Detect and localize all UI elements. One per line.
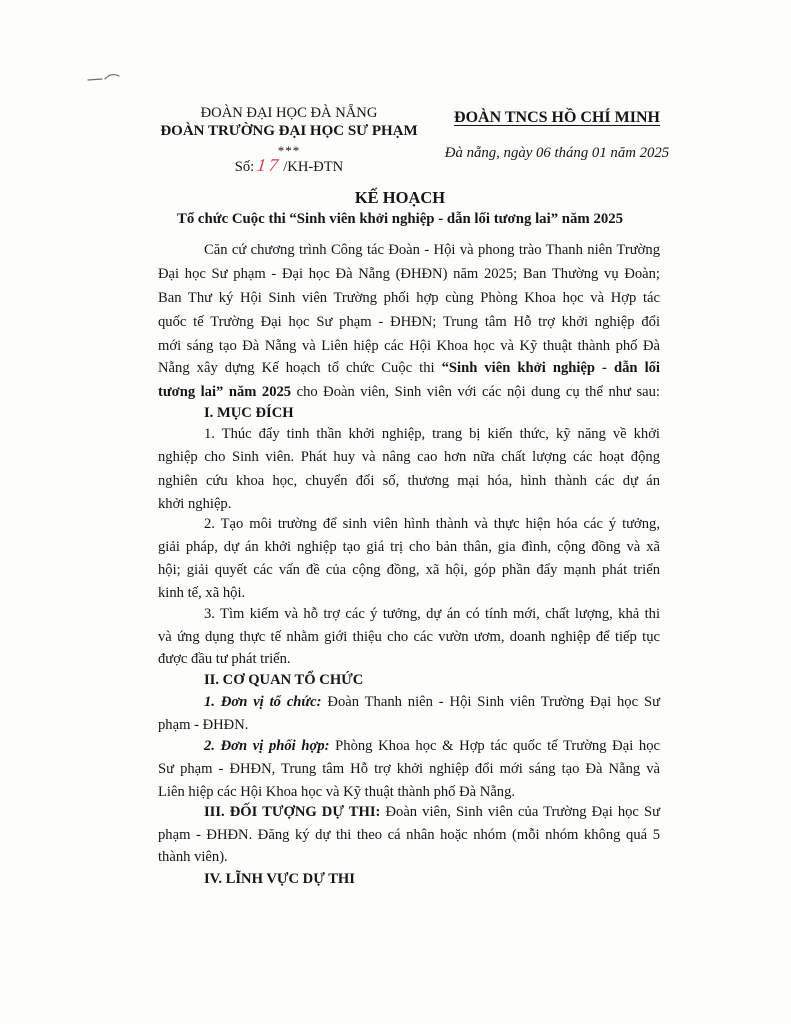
document-number-label: Số: — [234, 159, 255, 175]
intro-line: Căn cứ chương trình Công tác Đoàn - Hội và phong trào Thanh niên Trường — [204, 242, 660, 258]
handwritten-number: 17 — [256, 155, 283, 175]
parent-organization: ĐOÀN ĐẠI HỌC ĐÀ NẴNG — [200, 105, 378, 121]
document-number — [139, 157, 439, 177]
participants-line: thành viên). — [158, 849, 228, 865]
issuing-organization: ĐOÀN TRƯỜNG ĐẠI HỌC SƯ PHẠM — [160, 123, 418, 139]
intro-line: quốc tế Trường Đại học Sư phạm - ĐHĐN; Trung tâm Hỗ trợ khởi nghiệp đổi — [158, 314, 660, 330]
purpose-item-line: 2. Tạo môi trường để sinh viên hình thành và thực hiện hóa các ý tưởng, — [204, 516, 660, 532]
pen-mark — [84, 66, 128, 86]
intro-line: Đại học Sư phạm - Đại học Đà Nẵng (ĐHĐN) năm 2025; Ban Thường vụ Đoàn; — [158, 266, 660, 282]
partner-item-line — [204, 736, 660, 756]
participants-text: Đoàn viên, Sinh viên của Trường Đại học Sư — [385, 804, 660, 820]
intro-line: mới sáng tạo Đà Nẵng và Liên hiệp các Hội Khoa học và Kỹ thuật thành phố Đà — [158, 338, 660, 354]
organizer-label: 1. Đơn vị tổ chức: — [204, 694, 322, 710]
section-heading-participants: III. ĐỐI TƯỢNG DỰ THI: — [204, 804, 381, 820]
partner-item-line: Sư phạm - ĐHĐN, Trung tâm Hỗ trợ khởi nghiệp đổi mới sáng tạo Đà Nẵng và — [158, 761, 660, 777]
place-and-date: Đà nẵng, ngày 06 tháng 01 năm 2025 — [444, 145, 670, 161]
document-title: KẾ HOẠCH — [354, 188, 446, 207]
section-heading-organizers: II. CƠ QUAN TỔ CHỨC — [204, 672, 364, 688]
participants-line: phạm - ĐHĐN. Đăng ký dự thi theo cá nhân hoặc nhóm (mỗi nhóm không quá 5 — [158, 827, 660, 843]
purpose-item-line: giải pháp, dự án khởi nghiệp tạo giá trị cho bản thân, gia đình, cộng đồng và xã — [158, 539, 660, 555]
document-number-code: /KH-ĐTN — [283, 159, 344, 175]
purpose-item-line: nghiên cứu khoa học, chuyển đổi số, thương mại hóa, hình thành các dự án — [158, 473, 660, 489]
intro-line — [158, 382, 660, 402]
purpose-item-line: được đầu tư phát triển. — [158, 651, 291, 667]
purpose-item-line: 1. Thúc đẩy tinh thần khởi nghiệp, trang bị kiến thức, kỹ năng về khởi — [204, 426, 660, 442]
contest-name-emphasis: “Sinh viên khởi nghiệp - dẫn lối — [441, 360, 660, 376]
organizer-text: Đoàn Thanh niên - Hội Sinh viên Trường Đại học Sư — [327, 694, 660, 710]
partner-label: 2. Đơn vị phối hợp: — [204, 738, 330, 754]
intro-line: Ban Thư ký Hội Sinh viên Trường phối hợp cùng Phòng Khoa học và Hợp tác — [158, 290, 660, 306]
partner-item-line: Liên hiệp các Hội Khoa học và Kỹ thuật thành phố Đà Nẵng. — [158, 784, 516, 800]
section-heading-fields: IV. LĨNH VỰC DỰ THI — [204, 871, 355, 887]
header-separator: *** — [277, 143, 301, 158]
intro-text: cho Đoàn viên, Sinh viên với các nội dung cụ thể như sau: — [296, 384, 660, 400]
document-subtitle: Tổ chức Cuộc thi “Sinh viên khởi nghiệp - dẫn lối tương lai” năm 2025 — [176, 211, 624, 227]
purpose-item-line: khởi nghiệp. — [158, 496, 232, 512]
participants-line — [204, 802, 660, 822]
purpose-item-line: kinh tế, xã hội. — [158, 585, 246, 601]
purpose-item-line: hội; giải quyết các vấn đề của cộng đồng, xã hội, góp phần đẩy mạnh phát triển — [158, 562, 660, 578]
contest-name-emphasis: tương lai” năm 2025 — [158, 384, 292, 400]
section-heading-purpose: I. MỤC ĐÍCH — [204, 405, 294, 421]
union-name: ĐOÀN TNCS HỒ CHÍ MINH — [454, 109, 660, 126]
purpose-item-line: nghiệp cho Sinh viên. Phát huy và nâng cao hơn nữa chất lượng các hoạt động — [158, 449, 660, 465]
partner-text: Phòng Khoa học & Hợp tác quốc tế Trường Đại học — [335, 738, 660, 754]
intro-line — [158, 358, 660, 378]
intro-text: Nẵng xây dựng Kế hoạch tổ chức Cuộc thi — [158, 360, 435, 376]
organizer-item-line — [204, 692, 660, 712]
purpose-item-line: 3. Tìm kiếm và hỗ trợ các ý tưởng, dự án có tính mới, chất lượng, khả thi — [204, 606, 660, 622]
purpose-item-line: và ứng dụng thực tế nhằm giới thiệu cho các vườn ươm, doanh nghiệp để tiếp tục — [158, 629, 660, 645]
organizer-item-line: phạm - ĐHĐN. — [158, 717, 249, 733]
